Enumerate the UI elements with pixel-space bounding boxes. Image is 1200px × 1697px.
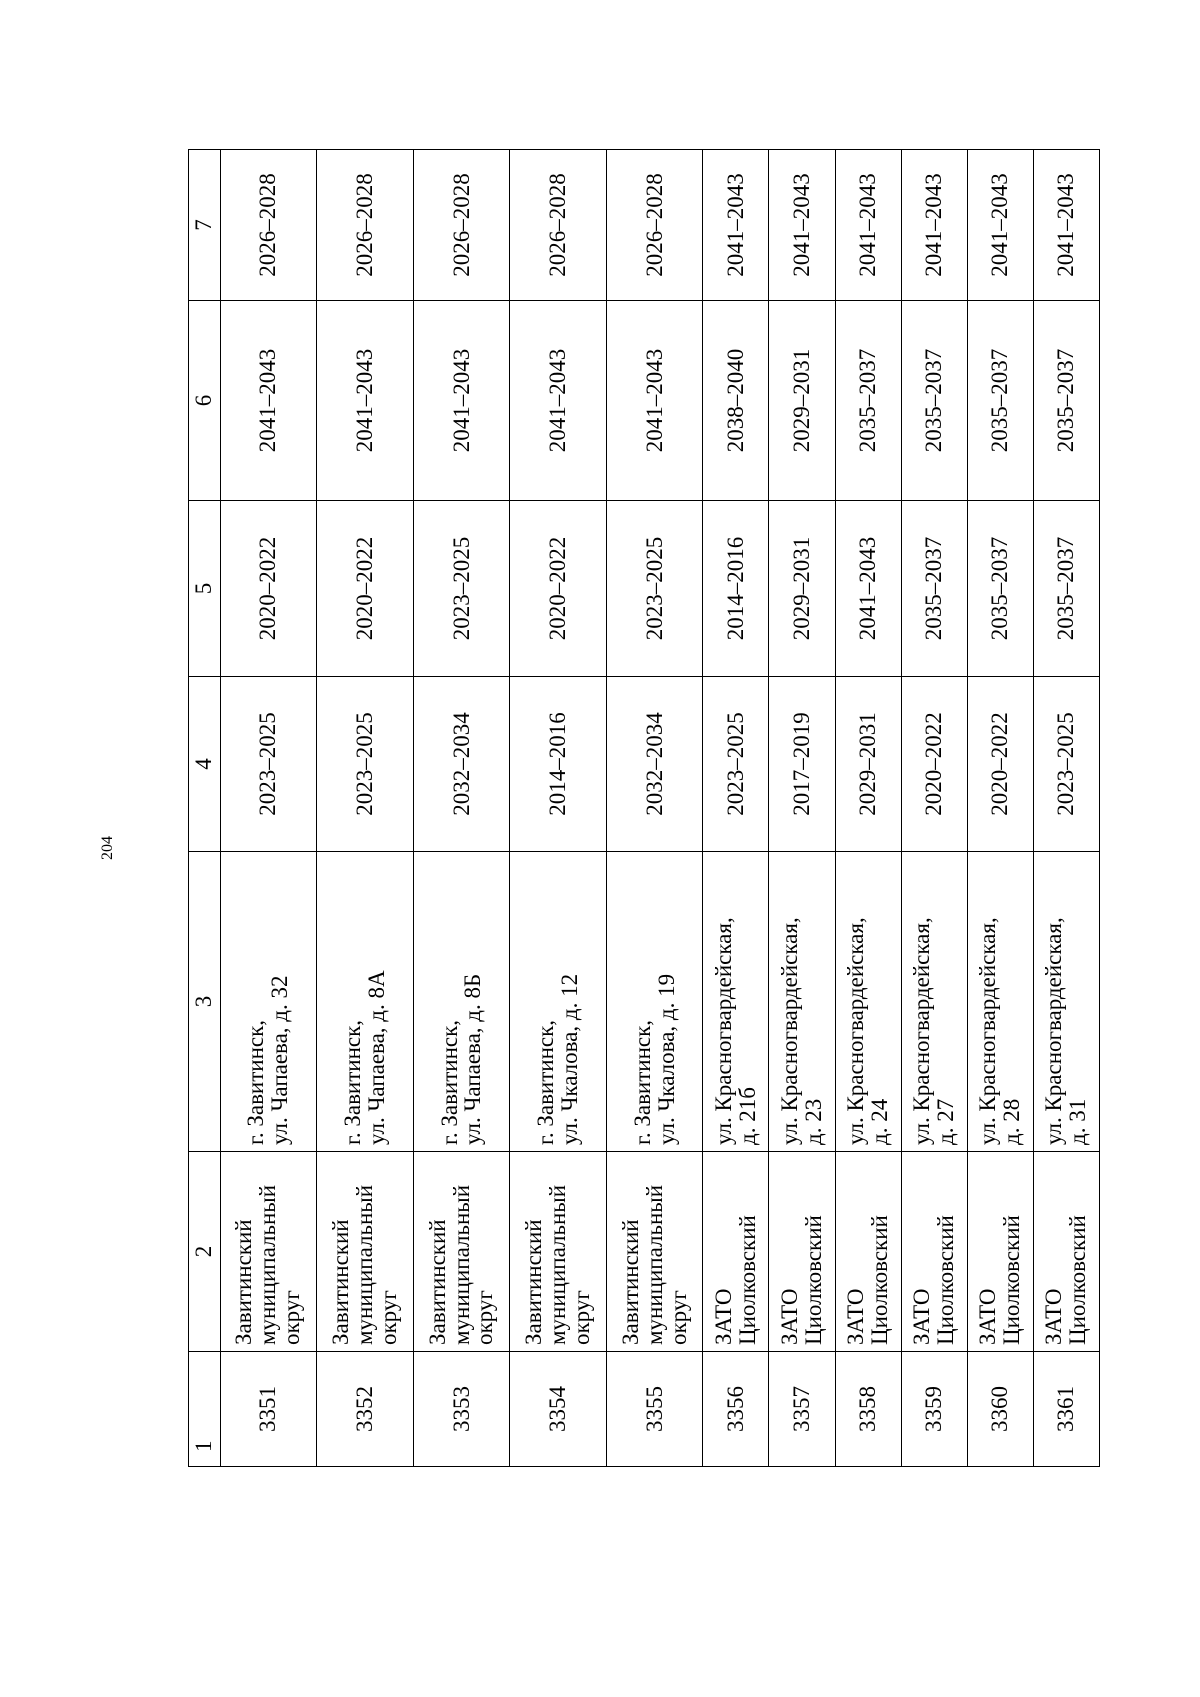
district-line: Циолковский xyxy=(999,1215,1025,1345)
address-line: ул. Красногвардейская, xyxy=(1041,917,1067,1145)
period-cell-col-4: 2020–2022 xyxy=(967,677,1033,852)
address-line: г. Завитинск, xyxy=(243,1019,269,1145)
column-number-header-row xyxy=(189,150,221,1467)
address-cell xyxy=(510,852,607,1152)
district-cell xyxy=(510,1152,607,1352)
row-number-cell: 3353 xyxy=(413,1352,510,1467)
period-cell-col-7: 2041–2043 xyxy=(703,150,769,301)
column-number-1: 1 xyxy=(189,1352,221,1467)
address-line: ул. Чкалова, д. 12 xyxy=(557,973,583,1145)
address-line: ул. Красногвардейская, xyxy=(711,917,737,1145)
district-line: округ xyxy=(472,1290,498,1345)
district-line: ЗАТО xyxy=(777,1288,803,1345)
district-line: ЗАТО xyxy=(711,1288,737,1345)
table-row xyxy=(510,150,607,1467)
period-cell-col-6: 2029–2031 xyxy=(769,301,835,501)
period-cell-col-7: 2041–2043 xyxy=(835,150,901,301)
district-line: ЗАТО xyxy=(975,1288,1001,1345)
period-cell-col-7: 2026–2028 xyxy=(413,150,510,301)
row-number-cell: 3352 xyxy=(317,1352,414,1467)
period-cell-col-7: 2026–2028 xyxy=(606,150,703,301)
period-cell-col-6: 2038–2040 xyxy=(703,301,769,501)
period-cell-col-5: 2020–2022 xyxy=(220,501,317,677)
period-cell-col-7: 2041–2043 xyxy=(901,150,967,301)
period-cell-col-5: 2035–2037 xyxy=(967,501,1033,677)
address-cell xyxy=(835,852,901,1152)
period-cell-col-4: 2017–2019 xyxy=(769,677,835,852)
district-line: округ xyxy=(665,1290,691,1345)
table-row xyxy=(606,150,703,1467)
district-line: Циолковский xyxy=(734,1215,760,1345)
address-line: д. 27 xyxy=(933,1098,959,1145)
district-line: Циолковский xyxy=(867,1215,893,1345)
period-cell-col-5: 2041–2043 xyxy=(835,501,901,677)
district-line: Циолковский xyxy=(1065,1215,1091,1345)
address-cell xyxy=(769,852,835,1152)
table-row xyxy=(317,150,414,1467)
address-line: д. 23 xyxy=(801,1098,827,1145)
table-container xyxy=(188,150,1100,1467)
address-cell xyxy=(1033,852,1099,1152)
district-line: Завитинский xyxy=(617,1219,643,1345)
address-line: ул. Чапаева, д. 32 xyxy=(267,975,293,1145)
period-cell-col-5: 2035–2037 xyxy=(1033,501,1099,677)
column-number-5: 5 xyxy=(189,501,221,677)
district-line: муниципальный xyxy=(641,1184,667,1345)
address-line: ул. Чапаева, д. 8А xyxy=(363,970,389,1145)
table-row xyxy=(769,150,835,1467)
district-line: Завитинский xyxy=(521,1219,547,1345)
district-line: муниципальный xyxy=(351,1184,377,1345)
period-cell-col-7: 2041–2043 xyxy=(1033,150,1099,301)
address-cell xyxy=(413,852,510,1152)
address-line: ул. Красногвардейская, xyxy=(975,917,1001,1145)
row-number-cell: 3351 xyxy=(220,1352,317,1467)
district-line: округ xyxy=(375,1290,401,1345)
period-cell-col-6: 2041–2043 xyxy=(317,301,414,501)
period-cell-col-5: 2023–2025 xyxy=(606,501,703,677)
table-row xyxy=(835,150,901,1467)
district-line: округ xyxy=(279,1290,305,1345)
district-line: ЗАТО xyxy=(1041,1288,1067,1345)
district-cell xyxy=(317,1152,414,1352)
period-cell-col-6: 2035–2037 xyxy=(835,301,901,501)
period-cell-col-5: 2035–2037 xyxy=(901,501,967,677)
period-cell-col-4: 2023–2025 xyxy=(220,677,317,852)
row-number-cell: 3357 xyxy=(769,1352,835,1467)
period-cell-col-4: 2023–2025 xyxy=(317,677,414,852)
district-line: ЗАТО xyxy=(843,1288,869,1345)
address-line: г. Завитинск, xyxy=(533,1019,559,1145)
period-cell-col-6: 2041–2043 xyxy=(510,301,607,501)
district-cell xyxy=(606,1152,703,1352)
district-line: Завитинский xyxy=(231,1219,257,1345)
table-row xyxy=(220,150,317,1467)
table-row xyxy=(901,150,967,1467)
registry-table xyxy=(188,149,1100,1467)
period-cell-col-7: 2026–2028 xyxy=(317,150,414,301)
period-cell-col-5: 2014–2016 xyxy=(703,501,769,677)
period-cell-col-5: 2020–2022 xyxy=(510,501,607,677)
address-line: ул. Красногвардейская, xyxy=(777,917,803,1145)
period-cell-col-4: 2014–2016 xyxy=(510,677,607,852)
period-cell-col-7: 2026–2028 xyxy=(220,150,317,301)
address-line: д. 28 xyxy=(999,1098,1025,1145)
district-line: Завитинский xyxy=(328,1219,354,1345)
district-cell xyxy=(220,1152,317,1352)
row-number-cell: 3359 xyxy=(901,1352,967,1467)
address-line: д. 21б xyxy=(734,1087,760,1145)
address-cell xyxy=(967,852,1033,1152)
column-number-3: 3 xyxy=(189,852,221,1152)
address-line: ул. Красногвардейская, xyxy=(843,917,869,1145)
district-cell xyxy=(1033,1152,1099,1352)
period-cell-col-5: 2020–2022 xyxy=(317,501,414,677)
district-cell xyxy=(835,1152,901,1352)
period-cell-col-5: 2029–2031 xyxy=(769,501,835,677)
address-line: ул. Чкалова, д. 19 xyxy=(653,973,679,1145)
table-row xyxy=(1033,150,1099,1467)
column-number-2: 2 xyxy=(189,1152,221,1352)
table-row xyxy=(703,150,769,1467)
period-cell-col-7: 2041–2043 xyxy=(769,150,835,301)
row-number-cell: 3361 xyxy=(1033,1352,1099,1467)
district-cell xyxy=(769,1152,835,1352)
district-line: Циолковский xyxy=(933,1215,959,1345)
period-cell-col-6: 2041–2043 xyxy=(413,301,510,501)
address-line: д. 31 xyxy=(1065,1098,1091,1145)
district-cell xyxy=(703,1152,769,1352)
district-cell xyxy=(967,1152,1033,1352)
period-cell-col-7: 2041–2043 xyxy=(967,150,1033,301)
period-cell-col-6: 2035–2037 xyxy=(1033,301,1099,501)
district-line: муниципальный xyxy=(255,1184,281,1345)
address-cell xyxy=(606,852,703,1152)
address-cell xyxy=(220,852,317,1152)
address-cell xyxy=(901,852,967,1152)
period-cell-col-4: 2032–2034 xyxy=(606,677,703,852)
district-line: ЗАТО xyxy=(909,1288,935,1345)
district-cell xyxy=(901,1152,967,1352)
period-cell-col-5: 2023–2025 xyxy=(413,501,510,677)
row-number-cell: 3358 xyxy=(835,1352,901,1467)
row-number-cell: 3356 xyxy=(703,1352,769,1467)
period-cell-col-6: 2035–2037 xyxy=(901,301,967,501)
table-row xyxy=(413,150,510,1467)
address-cell xyxy=(703,852,769,1152)
district-line: округ xyxy=(568,1290,594,1345)
address-line: д. 24 xyxy=(867,1098,893,1145)
period-cell-col-4: 2029–2031 xyxy=(835,677,901,852)
address-line: г. Завитинск, xyxy=(339,1019,365,1145)
column-number-4: 4 xyxy=(189,677,221,852)
address-line: г. Завитинск, xyxy=(629,1019,655,1145)
district-line: муниципальный xyxy=(545,1184,571,1345)
period-cell-col-7: 2026–2028 xyxy=(510,150,607,301)
district-cell xyxy=(413,1152,510,1352)
period-cell-col-4: 2032–2034 xyxy=(413,677,510,852)
period-cell-col-4: 2023–2025 xyxy=(1033,677,1099,852)
address-line: ул. Красногвардейская, xyxy=(909,917,935,1145)
table-row xyxy=(967,150,1033,1467)
row-number-cell: 3360 xyxy=(967,1352,1033,1467)
address-line: г. Завитинск, xyxy=(436,1019,462,1145)
period-cell-col-6: 2041–2043 xyxy=(220,301,317,501)
address-line: ул. Чапаева, д. 8Б xyxy=(460,973,486,1145)
column-number-7: 7 xyxy=(189,150,221,301)
period-cell-col-4: 2023–2025 xyxy=(703,677,769,852)
period-cell-col-6: 2035–2037 xyxy=(967,301,1033,501)
page-number: 204 xyxy=(99,836,116,860)
row-number-cell: 3355 xyxy=(606,1352,703,1467)
period-cell-col-6: 2041–2043 xyxy=(606,301,703,501)
district-line: Завитинский xyxy=(424,1219,450,1345)
period-cell-col-4: 2020–2022 xyxy=(901,677,967,852)
column-number-6: 6 xyxy=(189,301,221,501)
district-line: Циолковский xyxy=(801,1215,827,1345)
row-number-cell: 3354 xyxy=(510,1352,607,1467)
district-line: муниципальный xyxy=(448,1184,474,1345)
address-cell xyxy=(317,852,414,1152)
